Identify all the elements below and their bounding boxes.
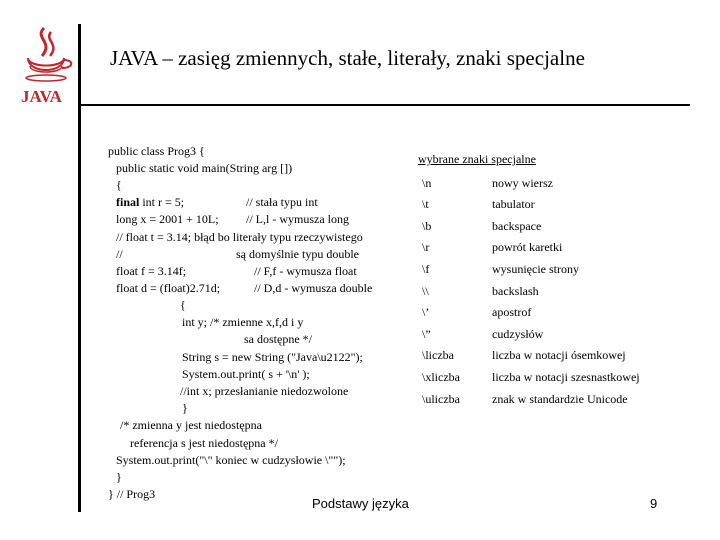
special-char-code: \xliczba [422, 370, 460, 384]
special-char-code: \f [422, 262, 430, 276]
special-chars-title: wybrane znaki specjalne [418, 152, 536, 166]
page-number: 9 [650, 496, 658, 511]
special-char-desc: apostrof [492, 305, 532, 319]
special-char-code: \” [422, 327, 431, 341]
code-line: //int x; przesłanianie niedozwolone [180, 384, 349, 398]
code-comment: // L,l - wymusza long [246, 212, 349, 226]
code-line: referencja s jest niedostępna */ [130, 436, 278, 450]
code-line: public static void main(String arg []) [116, 161, 293, 175]
footer-text: Podstawy języka [312, 496, 409, 511]
code-line: long x = 2001 + 10L; [116, 212, 219, 226]
code-line: public class Prog3 { [108, 144, 205, 158]
code-comment: // stała typu int [246, 195, 318, 209]
code-line: // [116, 247, 123, 261]
special-char-desc: liczba w notacji ósemkowej [492, 348, 626, 362]
special-char-desc: backspace [492, 219, 542, 233]
code-line: // float t = 3.14; błąd bo literały typu rzeczywistego [116, 230, 363, 244]
code-line: { [116, 178, 122, 192]
code-line: } // Prog3 [108, 487, 156, 501]
special-char-desc: znak w standardzie Unicode [492, 392, 628, 406]
vertical-rule [78, 24, 81, 512]
code-comment: // F,f - wymusza float [254, 264, 357, 278]
special-char-desc: backslash [492, 284, 539, 298]
code-line: sa dostępne */ [244, 332, 312, 346]
code-line: } [116, 470, 122, 484]
code-comment: są domyślnie typu double [236, 247, 359, 261]
special-char-desc: tabulator [492, 197, 535, 211]
code-line: int y; /* zmienne x,f,d i y [182, 315, 304, 329]
special-char-code: \r [422, 240, 430, 254]
code-line: final int r = 5; [116, 195, 185, 209]
java-logo-text: JAVA [21, 87, 62, 106]
special-char-code: \’ [422, 305, 430, 319]
special-char-desc: liczba w notacji szesnastkowej [492, 370, 640, 384]
code-line: float d = (float)2.71d; [116, 281, 221, 295]
special-char-code: \uliczba [422, 392, 460, 406]
special-char-desc: nowy wiersz [492, 176, 553, 190]
special-char-desc: wysunięcie strony [492, 262, 579, 276]
code-line: System.out.print( s + '\n' ); [182, 367, 310, 381]
code-line: } [182, 401, 188, 415]
code-comment: // D,d - wymusza double [254, 281, 373, 295]
horizontal-rule [78, 104, 690, 106]
code-line: String s = new String ("Java\u2122"); [182, 350, 363, 364]
code-line: float f = 3.14f; [116, 264, 187, 278]
special-char-desc: cudzysłów [492, 327, 544, 341]
keyword-final: final [116, 195, 140, 209]
special-char-code: \b [422, 219, 432, 233]
code-line: System.out.print("\" koniec w cudzysłowie \""); [116, 453, 346, 467]
special-char-code: \t [422, 197, 429, 211]
special-char-code: \liczba [422, 348, 454, 362]
special-char-desc: powrót karetki [492, 240, 563, 254]
slide-title: JAVA – zasięg zmiennych, stałe, literały, znaki specjalne [110, 46, 585, 70]
special-char-code: \n [422, 176, 432, 190]
special-char-code: \\ [422, 284, 429, 298]
code-line: /* zmienna y jest niedostępna [120, 418, 262, 432]
java-logo [20, 22, 76, 106]
code-line: { [180, 298, 186, 312]
